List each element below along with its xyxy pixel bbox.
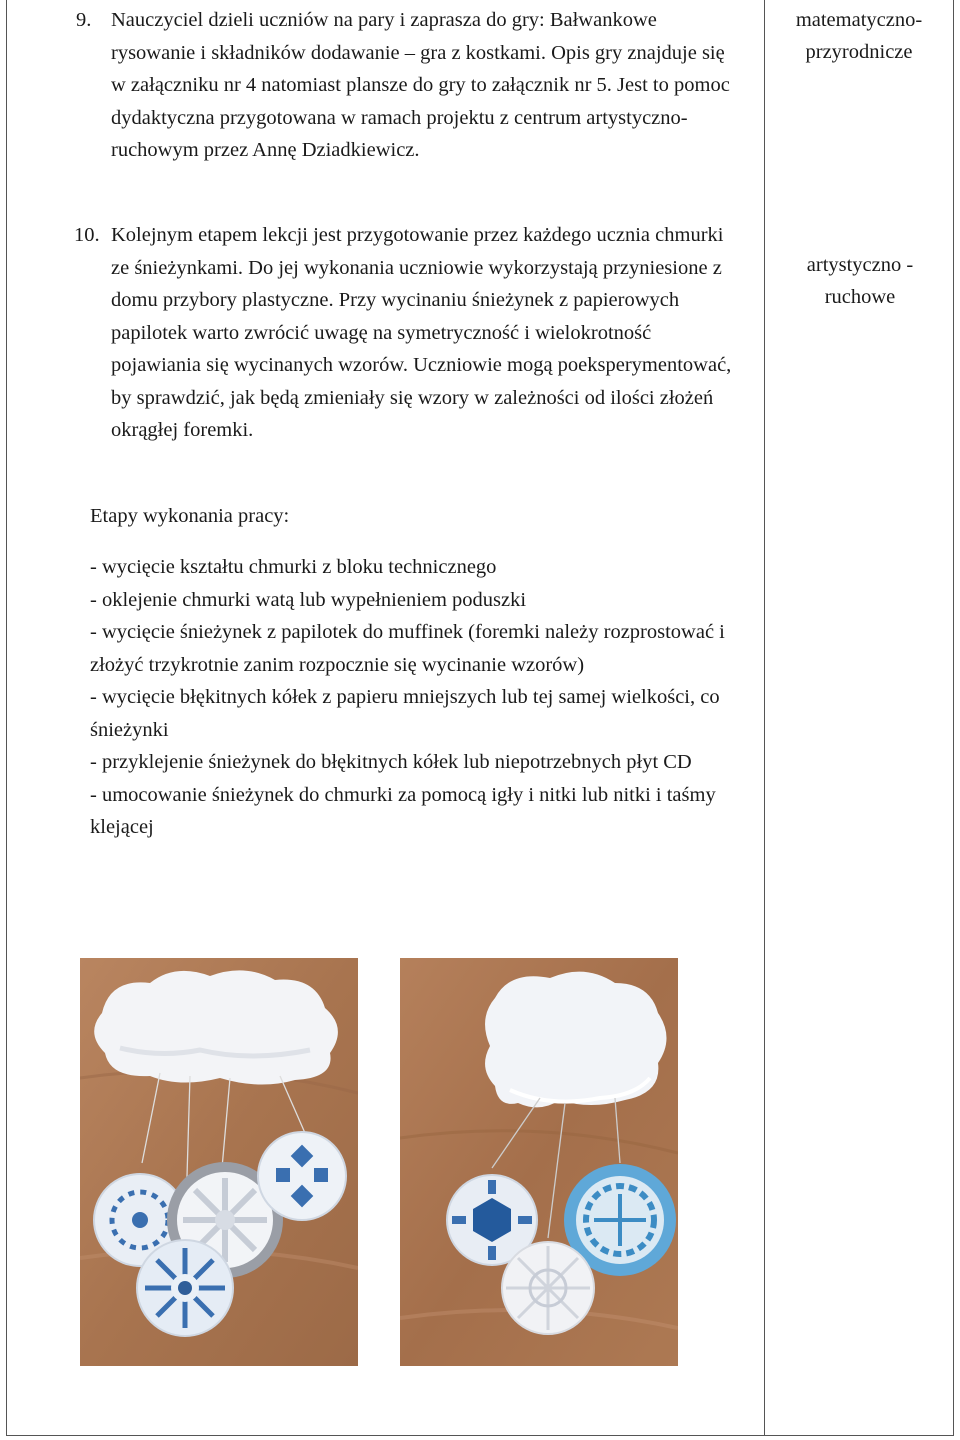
list-item: - wycięcie śnieżynek z papilotek do muffinek (foremki należy rozprostować i złożyć trzykrotnie zanim rozpocznie się wycinanie wzorów) <box>90 621 725 676</box>
item-number: 10. <box>74 224 100 246</box>
list-item: - przyklejenie śnieżynek do błękitnych kółek lub niepotrzebnych płyt CD <box>90 751 692 773</box>
cloud-craft-photo-2 <box>400 958 678 1366</box>
category-label: artystyczno - ruchowe <box>806 254 914 308</box>
column-divider <box>764 0 765 1436</box>
stages-heading: Etapy wykonania pracy: <box>90 505 290 527</box>
item-text: Kolejnym etapem lekcji jest przygotowanie przez każdego ucznia chmurki ze śnieżynkami. Do jej wykonania uczniowie wykorzystają przyniesione z domu przybory plastyczne. Przy wycinaniu śnieżynek z papierowych papilotek warto zwrócić uwagę na symetryczność i wielokrotność pojawiania się wycinanych wzorów. Uczniowie mogą poeksperymentować, by sprawdzić, jak będą zmieniały się wzory w zależności od ilości złożeń okrągłej foremki. <box>111 224 732 441</box>
cloud-craft-photo-1 <box>80 958 358 1366</box>
item-text: Nauczyciel dzieli uczniów na pary i zaprasza do gry: Bałwankowe rysowanie i składników dodawanie – gra z kostkami. Opis gry znajduje się w załączniku nr 4 natomiast plansze do gry to załącznik nr 5. Jest to pomoc dydaktyczna przygotowana w ramach projektu z centrum artystyczno-ruchowym przez Annę Dziadkiewicz. <box>111 9 730 161</box>
list-item: - wycięcie kształtu chmurki z bloku technicznego <box>90 556 497 578</box>
category-label: matematyczno-przyrodnicze <box>795 9 923 63</box>
list-item: - oklejenie chmurki watą lub wypełnieniem poduszki <box>90 588 527 611</box>
item-number: 9. <box>76 9 92 31</box>
list-item: - umocowanie śnieżynek do chmurki za pomocą igły i nitki lub nitki i taśmy klejącej <box>90 783 716 838</box>
list-item: - wycięcie błękitnych kółek z papieru mniejszych lub tej samej wielkości, co śnieżynki <box>90 686 720 741</box>
stages-list <box>90 551 750 844</box>
